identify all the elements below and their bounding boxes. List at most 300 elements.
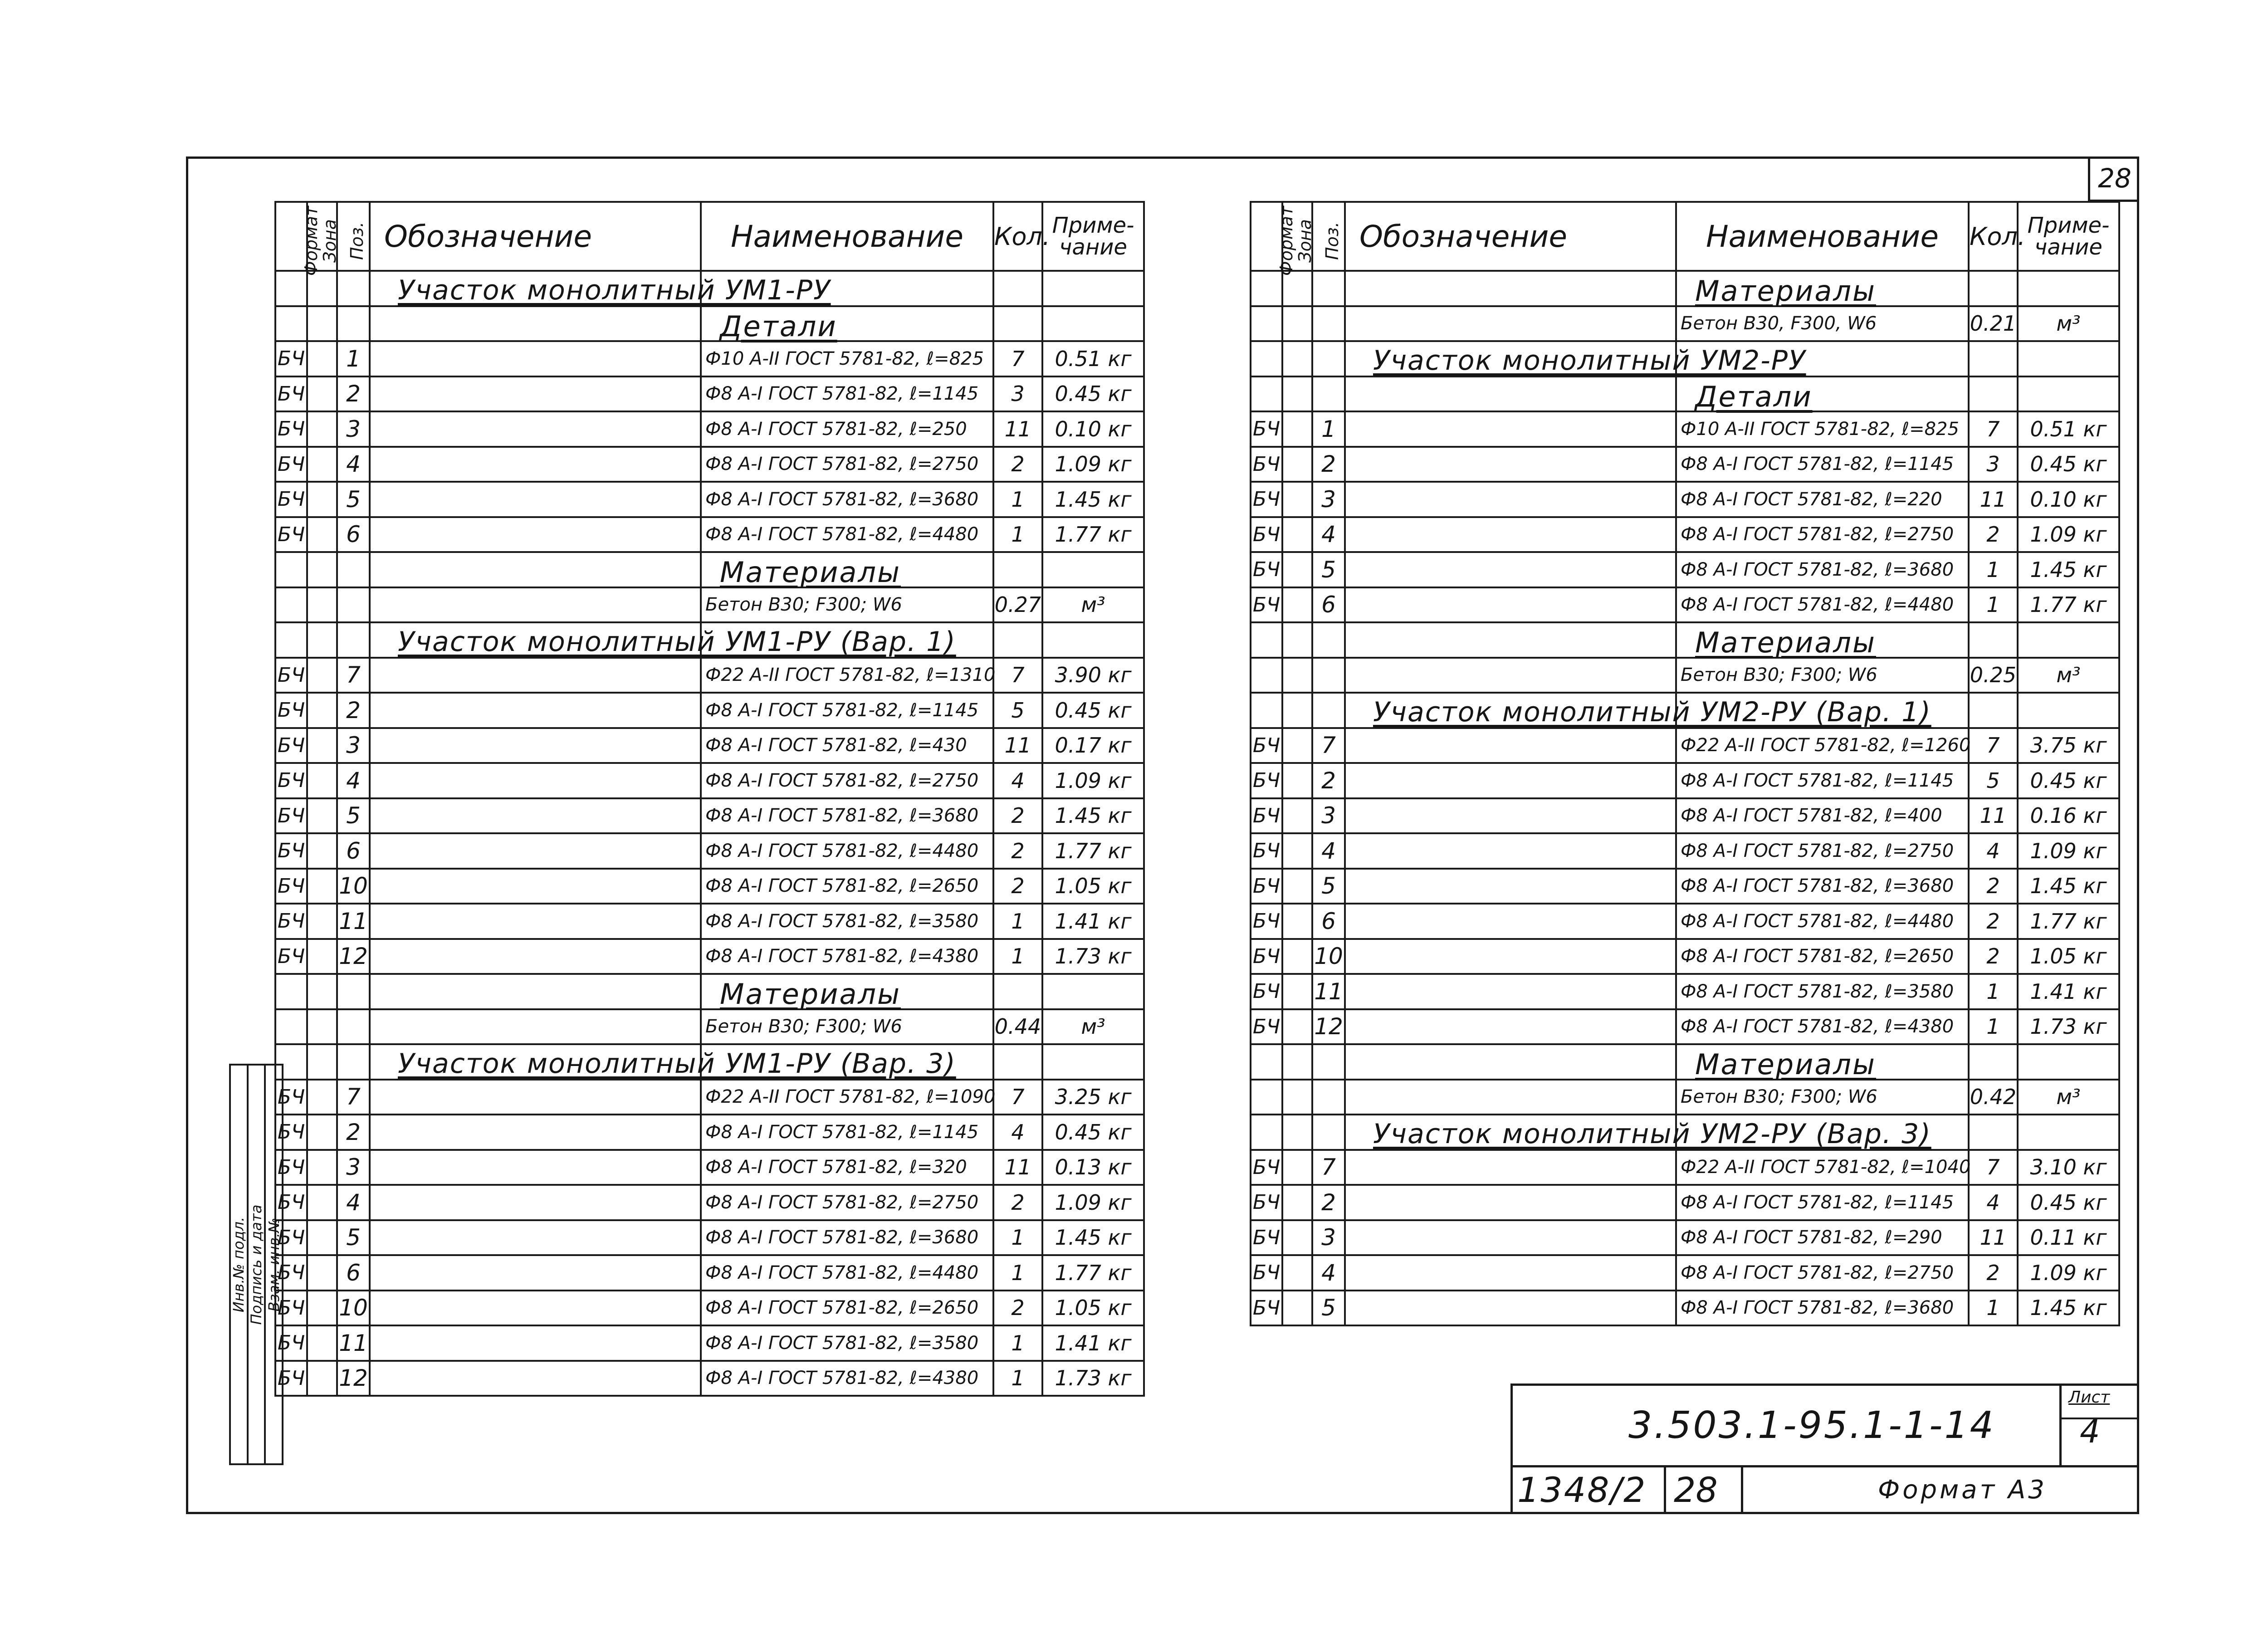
table-row [1251,974,2119,1009]
section-row [1251,341,2119,376]
pos-cell [1312,306,1345,342]
pos-cell: 7 [1312,1150,1345,1185]
pos-cell: 3 [337,728,370,763]
qty-cell: 4 [993,1115,1042,1150]
table-row [275,1115,1144,1150]
zone-cell [1282,482,1312,517]
empty-cell [1345,341,1806,376]
format-cell: БЧ [1251,1220,1282,1256]
pos-cell: 5 [337,482,370,517]
qty-cell: 1 [993,904,1042,939]
note-cell: 0.17 кг [1042,728,1144,763]
name-cell: Ф8 А-I ГОСТ 5781-82, ℓ=400 [1676,798,1969,834]
format-cell: БЧ [275,869,307,904]
empty-cell [337,1044,370,1080]
pos-cell: 7 [1312,728,1345,763]
empty-cell [1282,271,1312,306]
archive-page: 28 [1674,1469,1718,1510]
zone-cell [1282,728,1312,763]
note-cell: 3.25 кг [1042,1080,1144,1115]
empty-cell [275,271,307,306]
format-cell: БЧ [275,939,307,974]
designation-cell [370,1361,701,1396]
table-row [275,833,1144,869]
format-cell: БЧ [275,1220,307,1256]
section-row [275,1044,1144,1080]
empty-cell [307,1044,337,1080]
empty-cell [993,622,1042,658]
designation-cell [1345,728,1676,763]
qty-cell: 1 [993,1220,1042,1256]
table-row [1251,517,2119,552]
name-cell: Ф8 А-I ГОСТ 5781-82, ℓ=2750 [701,447,993,482]
note-cell: 1.45 кг [1042,1220,1144,1256]
note-cell: 1.77 кг [2018,587,2119,623]
name-cell: Ф8 А-I ГОСТ 5781-82, ℓ=2750 [1676,1255,1969,1291]
name-cell: Ф22 А-II ГОСТ 5781-82, ℓ=1040 [1676,1150,1969,1185]
qty-cell: 3 [993,376,1042,412]
pos-cell: 6 [337,833,370,869]
empty-cell [1312,1115,1345,1150]
designation-cell [370,587,701,623]
zone-cell [1282,833,1312,869]
subsection-title: Материалы [1695,1048,1876,1081]
note-cell: 1.09 кг [1042,447,1144,482]
empty-cell [337,271,370,306]
empty-cell [1969,1115,2018,1150]
empty-cell [337,974,370,1009]
empty-cell [1042,306,1144,342]
pos-cell: 3 [1312,482,1345,517]
designation-cell [370,693,701,728]
zone-cell [307,869,337,904]
zone-cell [1282,1150,1312,1185]
empty-cell [1345,693,1931,728]
qty-cell: 4 [993,763,1042,798]
section-row [1251,693,2119,728]
pos-cell: 4 [337,1185,370,1220]
format-cell: БЧ [275,376,307,412]
format-cell [1251,306,1282,342]
qty-cell: 5 [993,693,1042,728]
empty-cell [1312,341,1345,376]
zone-cell [307,341,337,376]
empty-cell [1282,622,1312,658]
zone-cell [307,693,337,728]
note-cell: 1.45 кг [2018,1291,2119,1326]
format-cell: БЧ [1251,728,1282,763]
note-cell: 1.73 кг [1042,1361,1144,1396]
subsection-row [1251,622,2119,658]
designation-cell [1345,482,1676,517]
table-row [1251,447,2119,482]
pos-cell: 7 [337,658,370,693]
table-row [275,904,1144,939]
designation-cell [370,1150,701,1185]
qty-cell: 2 [993,447,1042,482]
empty-cell [2018,341,2119,376]
subsection-row [275,974,1144,1009]
note-cell: м³ [1042,1009,1144,1045]
zone-cell [307,658,337,693]
empty-cell [1042,974,1144,1009]
qty-cell: 1 [1969,974,2018,1009]
table-row [275,411,1144,447]
zone-cell [307,1115,337,1150]
zone-cell [307,1291,337,1326]
zone-cell [1282,1009,1312,1045]
designation-cell [1345,939,1676,974]
format-cell: БЧ [1251,939,1282,974]
format-cell: БЧ [1251,482,1282,517]
zone-cell [307,1361,337,1396]
note-cell: 1.05 кг [1042,869,1144,904]
designation-cell [370,1220,701,1256]
table-row [1251,728,2119,763]
col-qty: Кол. [993,202,1042,271]
format-cell: БЧ [275,447,307,482]
empty-cell [2018,693,2119,728]
designation-cell [370,1185,701,1220]
qty-cell: 0.44 [993,1009,1042,1045]
name-cell: Ф10 А-II ГОСТ 5781-82, ℓ=825 [1676,411,1969,447]
note-cell: 1.77 кг [1042,1255,1144,1291]
table-row [1251,1185,2119,1220]
zone-cell [1282,798,1312,834]
name-cell: Ф8 А-I ГОСТ 5781-82, ℓ=2750 [701,1185,993,1220]
name-cell: Ф8 А-I ГОСТ 5781-82, ℓ=290 [1676,1220,1969,1256]
format-cell: БЧ [275,798,307,834]
zone-cell [307,447,337,482]
designation-cell [370,1291,701,1326]
format-cell [1251,1080,1282,1115]
subsection-title: Детали [1695,380,1813,413]
empty-cell [993,1044,1042,1080]
name-cell: Ф22 А-II ГОСТ 5781-82, ℓ=1260 [1676,728,1969,763]
designation-cell [370,1325,701,1361]
subsection-title: Материалы [1695,274,1876,308]
section-row [1251,1115,2119,1150]
zone-cell [1282,763,1312,798]
empty-cell [2018,622,2119,658]
name-cell: Бетон В30; F300; W6 [701,587,993,623]
format-cell: БЧ [275,693,307,728]
format-cell: БЧ [275,411,307,447]
format-cell [1251,658,1282,693]
designation-cell [370,1009,701,1045]
qty-cell: 11 [1969,798,2018,834]
pos-cell: 2 [1312,447,1345,482]
empty-cell [1251,693,1282,728]
col-pos: Поз. [337,202,370,271]
qty-cell: 0.25 [1969,658,2018,693]
empty-cell [1969,271,2018,306]
table-row [1251,869,2119,904]
col-name: Наименование [1676,202,1969,271]
qty-cell: 1 [1969,587,2018,623]
side-stamp-signature: Подпись и дата [249,1066,266,1463]
note-cell: 1.05 кг [1042,1291,1144,1326]
table-row [1251,306,2119,342]
empty-cell [993,306,1042,342]
pos-cell: 3 [337,411,370,447]
name-cell: Ф8 А-I ГОСТ 5781-82, ℓ=3680 [1676,1291,1969,1326]
name-cell: Ф22 А-II ГОСТ 5781-82, ℓ=1310 [701,658,993,693]
section-row [275,622,1144,658]
designation-cell [370,728,701,763]
note-cell: 1.09 кг [1042,1185,1144,1220]
empty-cell [1345,1044,1876,1081]
empty-cell [275,552,307,587]
note-cell: 0.45 кг [1042,1115,1144,1150]
pos-cell: 12 [337,1361,370,1396]
table-row [275,1220,1144,1256]
right-spec-table [1250,201,2120,1326]
pos-cell [1312,1080,1345,1115]
note-cell: 0.16 кг [2018,798,2119,834]
pos-cell: 4 [1312,1255,1345,1291]
zone-cell [307,1255,337,1291]
format-cell: БЧ [275,904,307,939]
zone-cell [1282,1185,1312,1220]
table-row [1251,833,2119,869]
qty-cell: 2 [1969,869,2018,904]
pos-cell: 5 [337,798,370,834]
note-cell: 0.45 кг [2018,447,2119,482]
table-row [1251,939,2119,974]
subsection-row [1251,376,2119,412]
empty-cell [1251,622,1282,658]
zone-cell [1282,1255,1312,1291]
format-cell: БЧ [1251,798,1282,834]
pos-cell: 12 [1312,1009,1345,1045]
empty-cell [370,622,956,658]
format-cell [275,587,307,623]
section-title: Участок монолитный УМ1-РУ [398,274,831,306]
name-cell: Ф8 А-I ГОСТ 5781-82, ℓ=1145 [1676,763,1969,798]
qty-cell: 1 [1969,552,2018,587]
name-cell: Бетон В30; F300; W6 [1676,658,1969,693]
zone-cell [307,1220,337,1256]
table-row [1251,1291,2119,1326]
empty-cell [337,622,370,658]
note-cell: 1.45 кг [2018,869,2119,904]
zone-cell [307,833,337,869]
name-cell: Ф22 А-II ГОСТ 5781-82, ℓ=1090 [701,1080,993,1115]
qty-cell: 1 [993,1325,1042,1361]
name-cell: Ф8 А-I ГОСТ 5781-82, ℓ=3680 [1676,552,1969,587]
empty-cell [1251,1044,1282,1080]
name-cell: Ф8 А-I ГОСТ 5781-82, ℓ=1145 [1676,1185,1969,1220]
note-cell: 0.45 кг [1042,693,1144,728]
table-row [275,1009,1144,1045]
name-cell: Ф8 А-I ГОСТ 5781-82, ℓ=3680 [701,798,993,834]
format-cell: БЧ [275,1150,307,1185]
name-cell: Ф8 А-I ГОСТ 5781-82, ℓ=320 [701,1150,993,1185]
pos-cell: 5 [1312,869,1345,904]
name-cell: Ф8 А-I ГОСТ 5781-82, ℓ=2750 [1676,833,1969,869]
designation-cell [1345,833,1676,869]
name-cell: Ф8 А-I ГОСТ 5781-82, ℓ=220 [1676,482,1969,517]
table-row [275,517,1144,552]
name-cell: Ф8 А-I ГОСТ 5781-82, ℓ=1145 [701,376,993,412]
pos-cell: 4 [337,447,370,482]
note-cell: 1.41 кг [2018,974,2119,1009]
col-pos: Поз. [1312,202,1345,271]
designation-cell [370,341,701,376]
designation-cell [1345,869,1676,904]
sheet-number: 4 [2080,1413,2100,1450]
pos-cell: 4 [337,763,370,798]
format-cell: БЧ [1251,1185,1282,1220]
section-title: Участок монолитный УМ2-РУ [1373,345,1806,376]
zone-cell [307,1080,337,1115]
side-stamp [229,1064,284,1465]
empty-cell [1042,552,1144,587]
designation-cell [1345,587,1676,623]
zone-cell [307,763,337,798]
name-cell: Ф8 А-I ГОСТ 5781-82, ℓ=4480 [701,1255,993,1291]
note-cell: 1.41 кг [1042,1325,1144,1361]
name-cell: Ф8 А-I ГОСТ 5781-82, ℓ=430 [701,728,993,763]
table-row [1251,411,2119,447]
zone-cell [307,1009,337,1045]
name-cell: Ф8 А-I ГОСТ 5781-82, ℓ=1145 [701,1115,993,1150]
note-cell: 0.10 кг [2018,482,2119,517]
col-designation: Обозначение [1345,202,1676,271]
zone-cell [307,1185,337,1220]
note-cell: м³ [2018,306,2119,342]
note-cell: 0.51 кг [1042,341,1144,376]
qty-cell: 0.42 [1969,1080,2018,1115]
designation-cell [1345,1220,1676,1256]
pos-cell: 2 [1312,1185,1345,1220]
note-cell: 1.77 кг [1042,517,1144,552]
note-cell: 3.90 кг [1042,658,1144,693]
format-cell: БЧ [275,1185,307,1220]
empty-cell [1312,271,1345,306]
note-cell: 1.41 кг [1042,904,1144,939]
name-cell: Ф8 А-I ГОСТ 5781-82, ℓ=3580 [701,1325,993,1361]
table-row [1251,1080,2119,1115]
table-row [275,341,1144,376]
empty-cell [993,552,1042,587]
empty-cell [2018,376,2119,412]
table-row [275,763,1144,798]
note-cell: 0.51 кг [2018,411,2119,447]
qty-cell: 1 [1969,1009,2018,1045]
pos-cell: 3 [1312,798,1345,834]
zone-cell [1282,411,1312,447]
qty-cell: 1 [1969,1291,2018,1326]
name-cell: Ф8 А-I ГОСТ 5781-82, ℓ=3680 [701,482,993,517]
note-cell: 1.09 кг [2018,1255,2119,1291]
note-cell: 1.45 кг [1042,482,1144,517]
table-row [1251,1220,2119,1256]
sheet-label: Лист [2068,1388,2110,1407]
note-cell: м³ [2018,1080,2119,1115]
format-cell: БЧ [275,1291,307,1326]
pos-cell: 11 [1312,974,1345,1009]
designation-cell [1345,798,1676,834]
table-row [275,1185,1144,1220]
section-row [275,271,1144,306]
table-row [275,1080,1144,1115]
qty-cell: 2 [993,869,1042,904]
format-cell: БЧ [1251,1009,1282,1045]
format-cell: БЧ [1251,411,1282,447]
designation-cell [370,833,701,869]
designation-cell [370,1080,701,1115]
zone-cell [1282,517,1312,552]
designation-cell [370,939,701,974]
pos-cell [337,587,370,623]
name-cell: Ф8 А-I ГОСТ 5781-82, ℓ=4380 [701,1361,993,1396]
pos-cell: 5 [1312,1291,1345,1326]
document-code: 3.503.1-95.1-1-14 [1628,1404,1995,1447]
note-cell: 1.77 кг [1042,833,1144,869]
zone-cell [1282,587,1312,623]
note-cell: 0.11 кг [2018,1220,2119,1256]
pos-cell: 11 [337,904,370,939]
table-row [1251,798,2119,834]
col-zone: Зона [307,202,337,271]
table-row [275,1150,1144,1185]
table-row [275,728,1144,763]
empty-cell [1969,693,2018,728]
designation-cell [370,517,701,552]
qty-cell: 1 [993,1255,1042,1291]
name-cell: Ф8 А-I ГОСТ 5781-82, ℓ=4380 [701,939,993,974]
format-cell: БЧ [275,1255,307,1291]
name-cell: Ф8 А-I ГОСТ 5781-82, ℓ=2750 [701,763,993,798]
empty-cell [1282,1115,1312,1150]
format-cell: БЧ [275,517,307,552]
subsection-row [275,306,1144,342]
empty-cell [1345,622,1876,659]
qty-cell: 0.21 [1969,306,2018,342]
table-row [1251,1150,2119,1185]
empty-cell [1969,622,2018,658]
empty-cell [1345,1115,1931,1150]
name-cell: Ф8 А-I ГОСТ 5781-82, ℓ=4480 [1676,904,1969,939]
qty-cell: 2 [993,1185,1042,1220]
name-cell: Ф8 А-I ГОСТ 5781-82, ℓ=3680 [701,1220,993,1256]
note-cell: 1.45 кг [1042,798,1144,834]
note-cell: м³ [1042,587,1144,623]
format-cell: БЧ [1251,904,1282,939]
col-designation: Обозначение [370,202,701,271]
qty-cell: 4 [1969,1185,2018,1220]
name-cell: Ф8 А-I ГОСТ 5781-82, ℓ=2750 [1676,517,1969,552]
archive-number: 1348/2 [1517,1469,1647,1510]
name-cell: Ф8 А-I ГОСТ 5781-82, ℓ=2650 [701,1291,993,1326]
zone-cell [1282,869,1312,904]
qty-cell: 3 [1969,447,2018,482]
subsection-title: Материалы [720,978,901,1011]
pos-cell: 3 [1312,1220,1345,1256]
name-cell: Ф8 А-I ГОСТ 5781-82, ℓ=3580 [701,904,993,939]
zone-cell [307,1325,337,1361]
designation-cell [370,411,701,447]
zone-cell [307,728,337,763]
name-cell: Ф8 А-I ГОСТ 5781-82, ℓ=3680 [1676,869,1969,904]
format-cell: БЧ [275,1080,307,1115]
empty-cell [1312,693,1345,728]
qty-cell: 11 [993,1150,1042,1185]
empty-cell [370,1044,956,1080]
note-cell: 1.09 кг [2018,517,2119,552]
